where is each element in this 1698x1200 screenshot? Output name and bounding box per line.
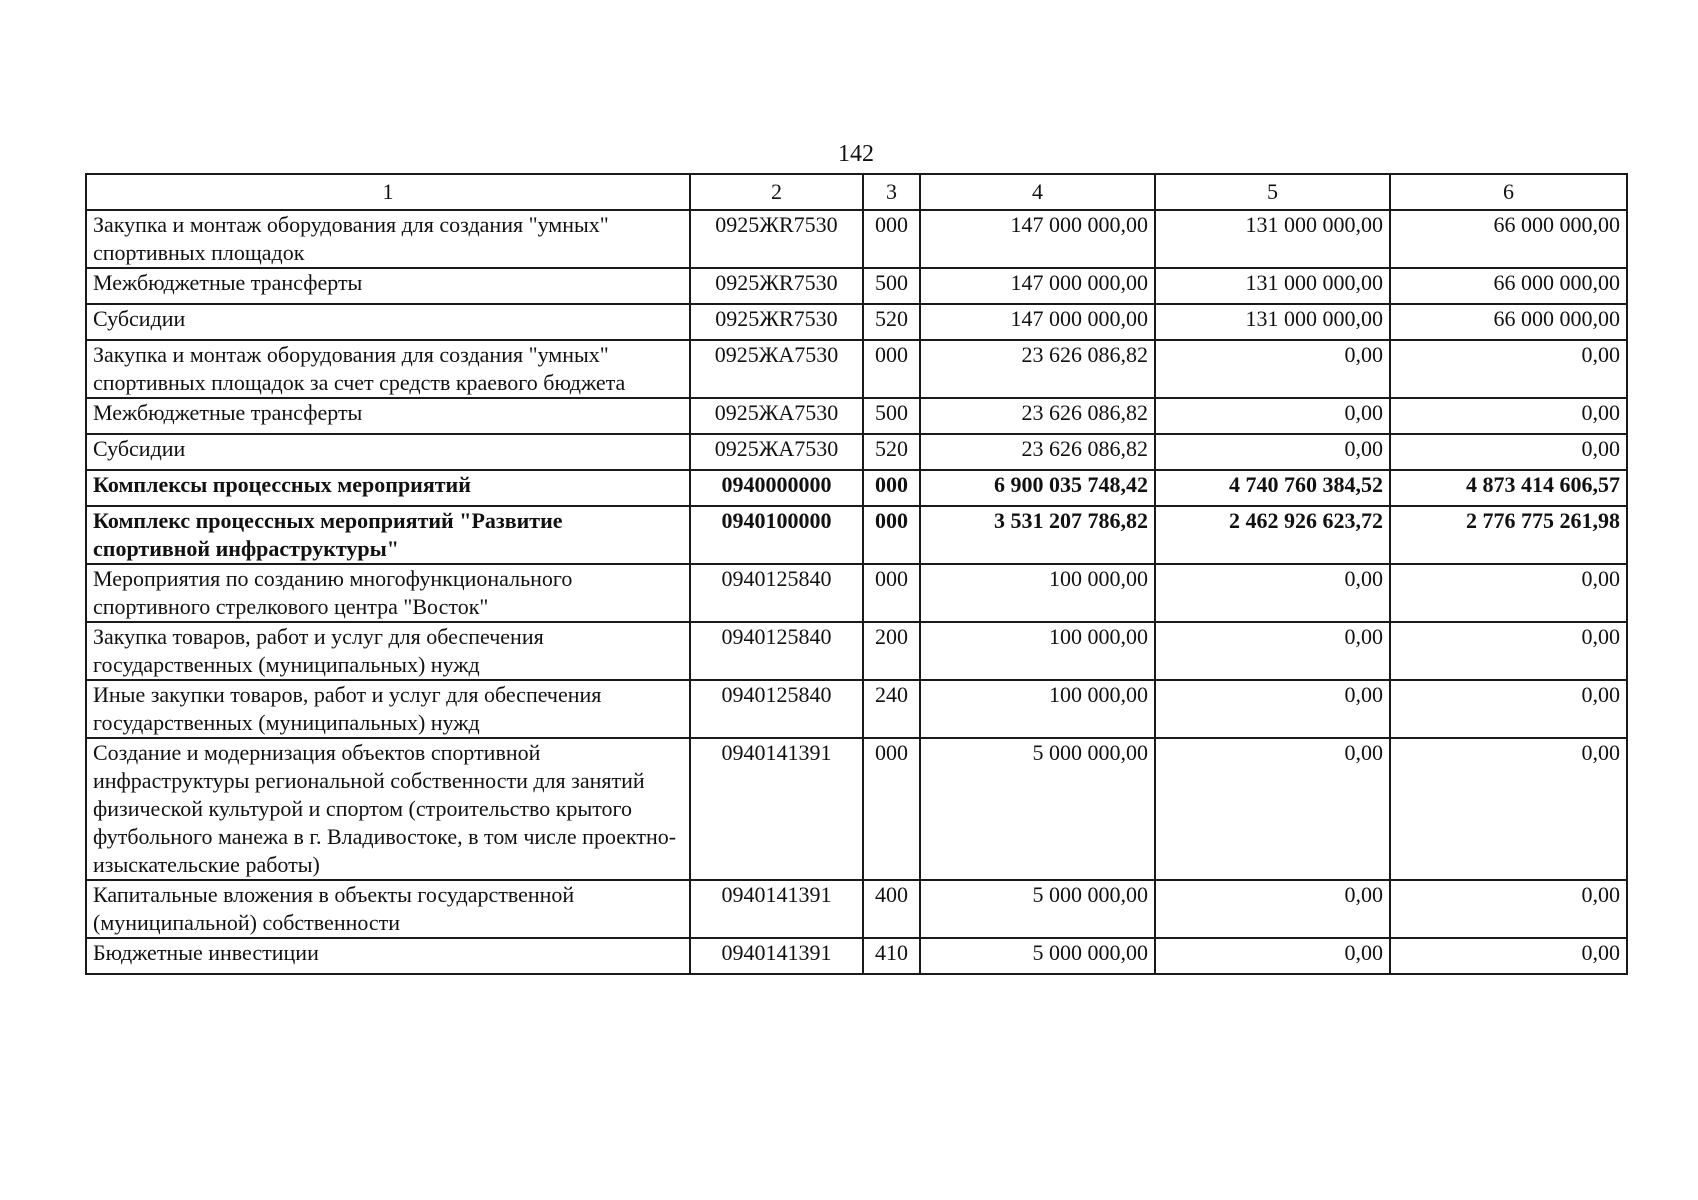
- table-row: [86, 304, 1627, 340]
- row-value-5: 0,00: [1155, 680, 1390, 738]
- row-code: 0940125840: [690, 622, 863, 680]
- row-value-4: 100 000,00: [920, 680, 1155, 738]
- table-row: [86, 880, 1627, 938]
- table-row: [86, 210, 1627, 268]
- row-code: 0940141391: [690, 880, 863, 938]
- row-value-4: 147 000 000,00: [920, 210, 1155, 268]
- row-name: Иные закупки товаров, работ и услуг для обеспечения государственных (муниципальных) нужд: [86, 680, 690, 738]
- row-name: Комплексы процессных мероприятий: [86, 470, 690, 506]
- header-col-5: 5: [1155, 174, 1390, 210]
- row-type: 520: [863, 304, 920, 340]
- row-code: 0940000000: [690, 470, 863, 506]
- row-value-6: 0,00: [1390, 738, 1627, 880]
- row-value-5: 0,00: [1155, 340, 1390, 398]
- row-value-5: 4 740 760 384,52: [1155, 470, 1390, 506]
- row-type: 410: [863, 938, 920, 974]
- row-value-5: 131 000 000,00: [1155, 210, 1390, 268]
- row-value-4: 5 000 000,00: [920, 938, 1155, 974]
- table-row: [86, 680, 1627, 738]
- row-name: Закупка товаров, работ и услуг для обеспечения государственных (муниципальных) нужд: [86, 622, 690, 680]
- row-type: 500: [863, 398, 920, 434]
- row-code: 0940125840: [690, 564, 863, 622]
- header-col-4: 4: [920, 174, 1155, 210]
- row-name: Мероприятия по созданию многофункционального спортивного стрелкового центра "Восток": [86, 564, 690, 622]
- row-value-6: 0,00: [1390, 680, 1627, 738]
- row-code: 0940100000: [690, 506, 863, 564]
- row-name: Капитальные вложения в объекты государственной (муниципальной) собственности: [86, 880, 690, 938]
- row-name: Межбюджетные трансферты: [86, 398, 690, 434]
- row-value-4: 23 626 086,82: [920, 340, 1155, 398]
- row-type: 000: [863, 564, 920, 622]
- row-value-5: 0,00: [1155, 880, 1390, 938]
- row-value-4: 6 900 035 748,42: [920, 470, 1155, 506]
- row-value-4: 3 531 207 786,82: [920, 506, 1155, 564]
- row-value-6: 0,00: [1390, 622, 1627, 680]
- table-body: [86, 210, 1627, 974]
- row-name: Закупка и монтаж оборудования для создания "умных" спортивных площадок: [86, 210, 690, 268]
- row-value-4: 23 626 086,82: [920, 398, 1155, 434]
- table-row: [86, 506, 1627, 564]
- row-type: 000: [863, 738, 920, 880]
- row-value-5: 2 462 926 623,72: [1155, 506, 1390, 564]
- table-row: [86, 268, 1627, 304]
- row-value-5: 0,00: [1155, 564, 1390, 622]
- row-value-4: 5 000 000,00: [920, 738, 1155, 880]
- row-type: 000: [863, 506, 920, 564]
- row-type: 200: [863, 622, 920, 680]
- table-row: [86, 564, 1627, 622]
- table-header-row: [86, 174, 1627, 210]
- row-value-5: 0,00: [1155, 622, 1390, 680]
- table-row: [86, 434, 1627, 470]
- table-row: [86, 738, 1627, 880]
- row-code: 0925ЖR7530: [690, 268, 863, 304]
- budget-table: [85, 173, 1628, 975]
- header-col-3: 3: [863, 174, 920, 210]
- row-value-6: 66 000 000,00: [1390, 268, 1627, 304]
- header-col-6: 6: [1390, 174, 1627, 210]
- row-code: 0925ЖА7530: [690, 434, 863, 470]
- row-name: Создание и модернизация объектов спортивной инфраструктуры региональной собственности для занятий физической культурой и спортом (строительство крытого футбольного манежа в г. Владивостоке, в том числе проектно-изыскательские работы): [86, 738, 690, 880]
- row-type: 520: [863, 434, 920, 470]
- row-name: Закупка и монтаж оборудования для создания "умных" спортивных площадок за счет средств краевого бюджета: [86, 340, 690, 398]
- row-value-5: 0,00: [1155, 738, 1390, 880]
- row-type: 400: [863, 880, 920, 938]
- row-code: 0925ЖА7530: [690, 398, 863, 434]
- row-value-4: 100 000,00: [920, 564, 1155, 622]
- row-value-6: 66 000 000,00: [1390, 210, 1627, 268]
- row-value-6: 0,00: [1390, 938, 1627, 974]
- row-value-5: 0,00: [1155, 938, 1390, 974]
- row-value-5: 131 000 000,00: [1155, 268, 1390, 304]
- row-value-6: 0,00: [1390, 434, 1627, 470]
- row-value-6: 4 873 414 606,57: [1390, 470, 1627, 506]
- table-row: [86, 340, 1627, 398]
- row-value-4: 147 000 000,00: [920, 304, 1155, 340]
- row-value-5: 0,00: [1155, 398, 1390, 434]
- row-code: 0925ЖR7530: [690, 304, 863, 340]
- row-value-6: 0,00: [1390, 564, 1627, 622]
- row-name: Бюджетные инвестиции: [86, 938, 690, 974]
- row-type: 500: [863, 268, 920, 304]
- row-name: Субсидии: [86, 304, 690, 340]
- table-row: [86, 622, 1627, 680]
- row-name: Межбюджетные трансферты: [86, 268, 690, 304]
- header-col-1: 1: [86, 174, 690, 210]
- page-number: 142: [838, 141, 874, 167]
- header-col-2: 2: [690, 174, 863, 210]
- row-code: 0925ЖА7530: [690, 340, 863, 398]
- row-code: 0940141391: [690, 938, 863, 974]
- row-value-6: 2 776 775 261,98: [1390, 506, 1627, 564]
- row-value-4: 5 000 000,00: [920, 880, 1155, 938]
- table-row: [86, 938, 1627, 974]
- table-row: [86, 398, 1627, 434]
- row-value-6: 0,00: [1390, 398, 1627, 434]
- row-value-4: 147 000 000,00: [920, 268, 1155, 304]
- row-value-6: 0,00: [1390, 340, 1627, 398]
- table-row: [86, 470, 1627, 506]
- row-code: 0940141391: [690, 738, 863, 880]
- row-type: 000: [863, 210, 920, 268]
- row-name: Комплекс процессных мероприятий "Развитие спортивной инфраструктуры": [86, 506, 690, 564]
- row-value-5: 0,00: [1155, 434, 1390, 470]
- row-value-6: 0,00: [1390, 880, 1627, 938]
- row-code: 0940125840: [690, 680, 863, 738]
- row-type: 240: [863, 680, 920, 738]
- row-name: Субсидии: [86, 434, 690, 470]
- row-value-4: 23 626 086,82: [920, 434, 1155, 470]
- row-value-4: 100 000,00: [920, 622, 1155, 680]
- row-value-6: 66 000 000,00: [1390, 304, 1627, 340]
- row-type: 000: [863, 340, 920, 398]
- row-value-5: 131 000 000,00: [1155, 304, 1390, 340]
- row-type: 000: [863, 470, 920, 506]
- row-code: 0925ЖR7530: [690, 210, 863, 268]
